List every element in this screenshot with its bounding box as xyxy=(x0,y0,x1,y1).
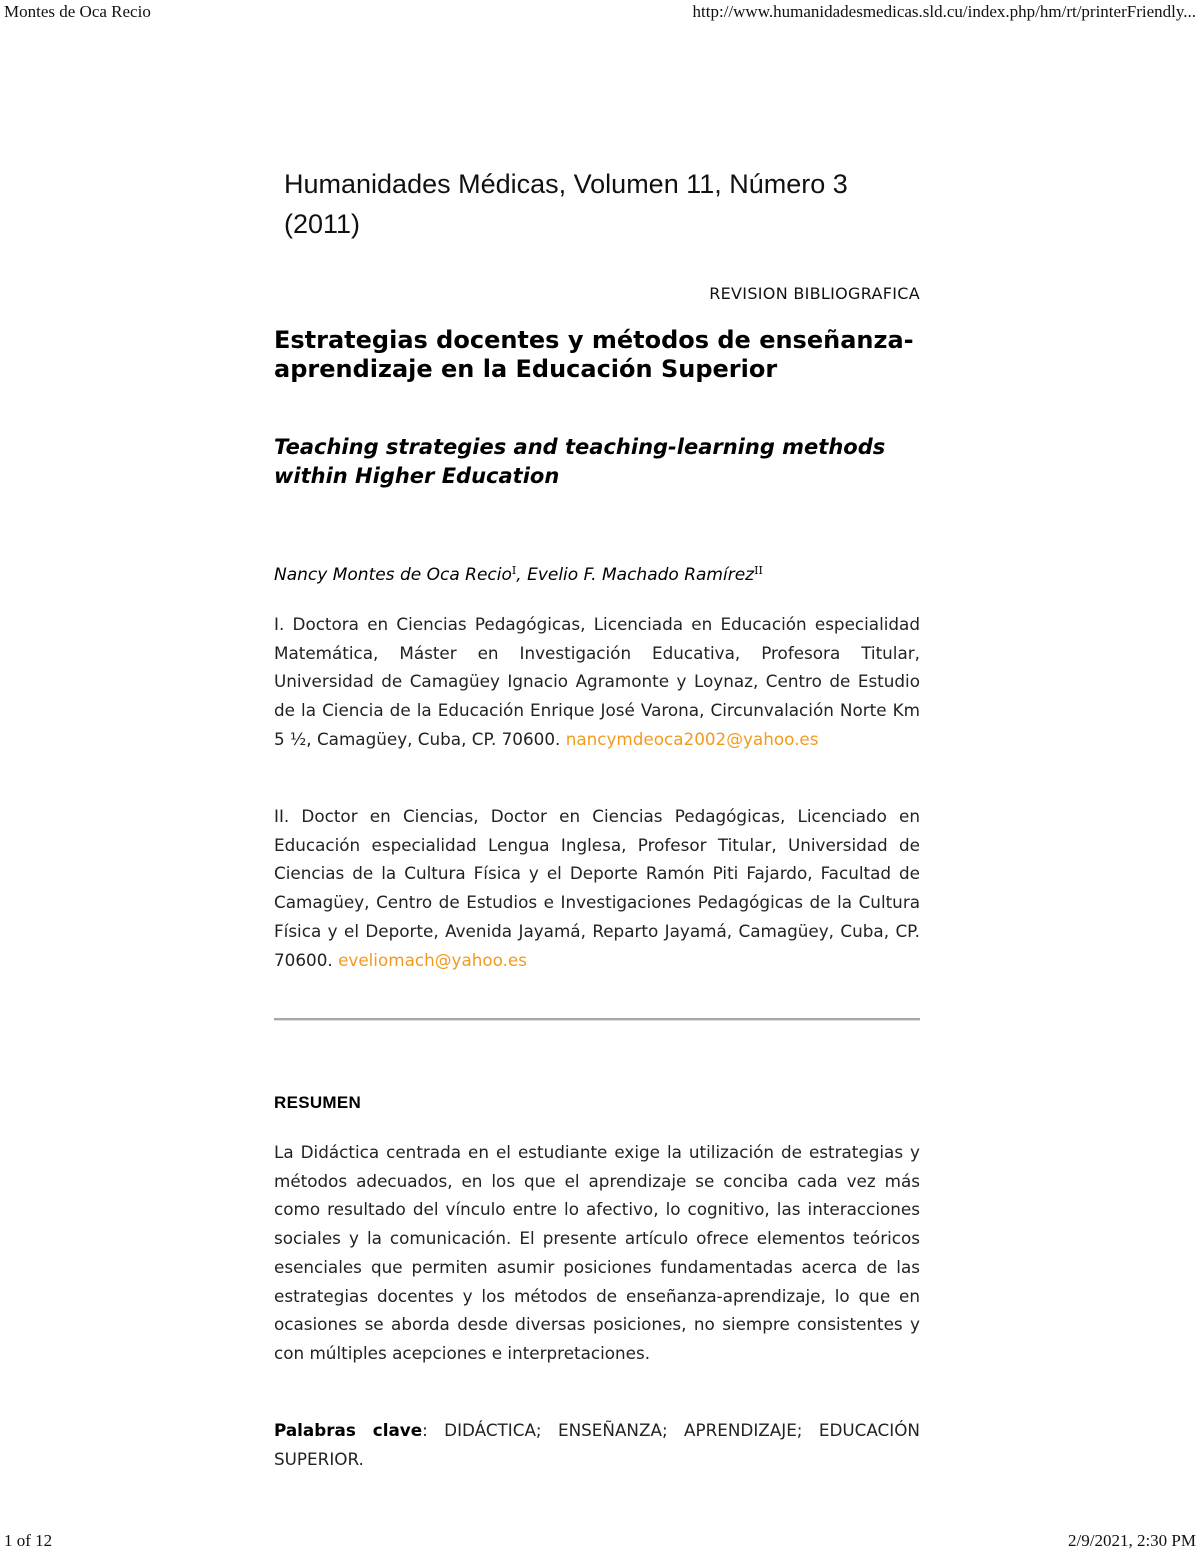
article-title-spanish: Estrategias docentes y métodos de enseñanza-aprendizaje en la Educación Superior xyxy=(274,326,914,383)
print-header-title: Montes de Oca Recio xyxy=(4,2,151,21)
author-affiliation-mark: II xyxy=(754,564,763,577)
email-link[interactable]: nancymdeoca2002@yahoo.es xyxy=(565,728,819,749)
keywords-label: Palabras clave xyxy=(274,1420,423,1440)
abstract-text: La Didáctica centrada en el estudiante exige la utilización de estrategias y métodos adecuados, en los que el aprendizaje se conciba cada vez más como resultado del vínculo entre lo afectivo, lo cognitivo, las interacciones sociales y la comunicación. El presente artículo ofrece elementos teóricos esenciales que permiten asumir posiciones fundamentadas acerca de las estrategias docentes y los métodos de enseñanza-aprendizaje, lo que en ocasiones se aborda desde diversas posiciones, no siempre consistentes y con múltiples acepciones e interpretaciones. xyxy=(274,1142,920,1363)
author-separator: , xyxy=(516,565,528,585)
abstract-heading: RESUMEN xyxy=(274,1093,362,1112)
section-divider xyxy=(274,1018,920,1021)
keywords-text: DIDÁCTICA; ENSEÑANZA; APRENDIZAJE; EDUCACIÓN SUPERIOR. xyxy=(274,1420,920,1469)
affiliation-1 xyxy=(274,610,920,754)
section-label: REVISION BIBLIOGRAFICA xyxy=(709,284,920,303)
keywords-separator: : xyxy=(422,1420,445,1440)
keywords xyxy=(274,1416,920,1473)
email-link[interactable]: eveliomach@yahoo.es xyxy=(338,949,527,970)
affiliation-2 xyxy=(274,802,920,974)
article-title-english: Teaching strategies and teaching-learning methods within Higher Education xyxy=(274,435,886,488)
journal-heading: Humanidades Médicas, Volumen 11, Número 3 (2011) xyxy=(284,169,848,239)
print-timestamp: 2/9/2021, 2:30 PM xyxy=(1068,1531,1196,1550)
author-name: Evelio F. Machado Ramírez xyxy=(527,565,755,585)
author-name: Nancy Montes de Oca Recio xyxy=(274,565,512,585)
author-affiliation-mark: I xyxy=(511,564,517,577)
author-line xyxy=(274,564,763,585)
affiliation-text: I. Doctora en Ciencias Pedagógicas, Licenciada en Educación especialidad Matemática, Máster en Investigación Educativa, Profesora Titular, Universidad de Camagüey Ignacio Agramonte y Loynaz, Centro de Estudio de la Ciencia de la Educación Enrique José Varona, Circunvalación Norte Km 5 ½, Camagüey, Cuba, CP. 70600. xyxy=(274,614,920,749)
affiliation-text: II. Doctor en Ciencias, Doctor en Ciencias Pedagógicas, Licenciado en Educación especialidad Lengua Inglesa, Profesor Titular, Universidad de Ciencias de la Cultura Física y el Deporte Ramón Piti Fajardo, Facultad de Camagüey, Centro de Estudios e Investigaciones Pedagógicas de la Cultura Física y el Deporte, Avenida Jayamá, Reparto Jayamá, Camagüey, Cuba, CP. 70600. xyxy=(274,806,920,970)
print-header-url: http://www.humanidadesmedicas.sld.cu/index.php/hm/rt/printerFriendly... xyxy=(692,2,1196,21)
page-counter: 1 of 12 xyxy=(4,1531,53,1550)
